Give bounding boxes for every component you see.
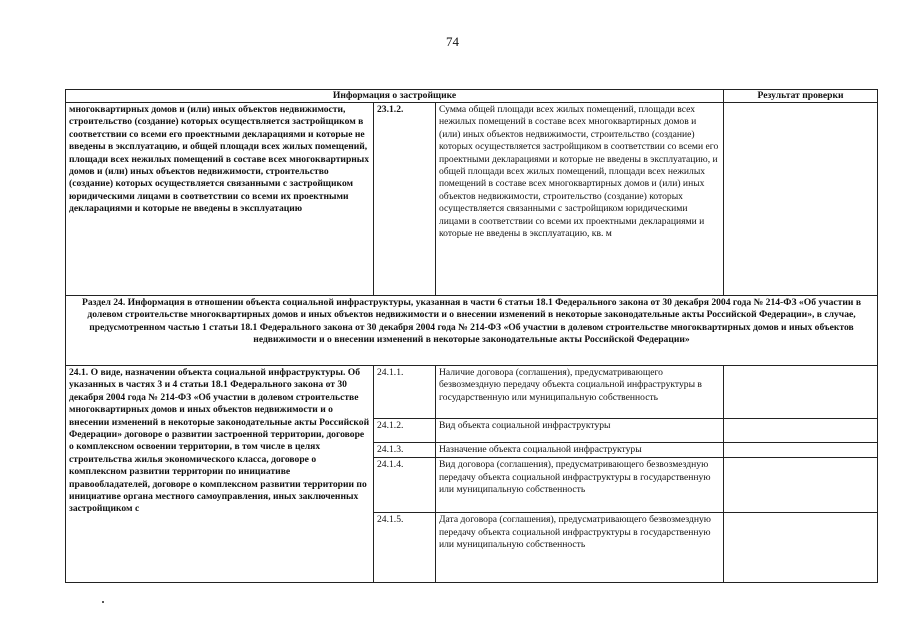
row-23-1-2-result-cell (724, 103, 878, 296)
row-24-1-5-description: Дата договора (соглашения), предусматривающего безвозмездную передачу объекта социальной инфраструктуры в государственную или муниципальную собственность (436, 513, 724, 583)
row-24-1-3-result-cell (724, 443, 878, 458)
row-24-1-3-code: 24.1.3. (374, 443, 436, 458)
row-24-1-2-code: 24.1.2. (374, 419, 436, 443)
row-24-1-4-result-cell (724, 458, 878, 513)
block-24-1-left-text: 24.1. О виде, назначении объекта социальной инфраструктуры. Об указанных в частях 3 и 4 статьи 18.1 Федерального закона от 30 декабря 2004 года № 214-ФЗ «Об участии в долевом строительстве многоквартирных домов и иных объектов недвижимости и о внесении изменений в некоторые законодательные акты Российской Федерации» договоре о развитии застроенной территории, договоре о комплексном освоении территории, в том числе в целях строительства жилья экономического класса, договоре о комплексном развитии территории по инициативе правообладателей, договоре о комплексном развитии территории по инициативе органа местного самоуправления, иных заключенных застройщиком с (66, 366, 374, 583)
table-row-23-1-2 (66, 103, 878, 296)
row-24-1-2-description: Вид объекта социальной инфраструктуры (436, 419, 724, 443)
row-24-1-3-description: Назначение объекта социальной инфраструктуры (436, 443, 724, 458)
row-24-1-1-result-cell (724, 366, 878, 419)
table-header-row (66, 90, 878, 103)
row-24-1-4-code: 24.1.4. (374, 458, 436, 513)
section-24-row (66, 296, 878, 366)
section-24-title: Раздел 24. Информация в отношении объекта социальной инфраструктуры, указанная в части 6 статьи 18.1 Федерального закона от 30 декабря 2004 года № 214-ФЗ «Об участии в долевом строительстве многоквартирных домов и иных объектов недвижимости и о внесении изменений в некоторые законодательные акты Российской Федерации», в случае, предусмотренном частью 1 статьи 18.1 Федерального закона от 30 декабря 2004 года № 214-ФЗ «Об участии в долевом строительстве многоквартирных домов и иных объектов недвижимости и о внесении изменений в некоторые законодательные акты Российской Федерации» (66, 296, 878, 366)
table-row-24-1-1 (66, 366, 878, 419)
header-result-column: Результат проверки (724, 90, 878, 103)
row-24-1-1-code: 24.1.1. (374, 366, 436, 419)
page-number: 74 (446, 34, 459, 49)
row-24-1-4-description: Вид договора (соглашения), предусматривающего безвозмездную передачу объекта социальной инфраструктуры в государственную или муниципальную собственность (436, 458, 724, 513)
row-24-1-1-description: Наличие договора (соглашения), предусматривающего безвозмездную передачу объекта социальной инфраструктуры в государственную или муниципальную собственность (436, 366, 724, 419)
row-23-1-2-description: Сумма общей площади всех жилых помещений, площади всех нежилых помещений в составе всех многоквартирных домов и (или) иных объектов недвижимости, строительство (создание) которых осуществляется застройщиком в соответствии со всеми его проектными декларациями и которые не введены в эксплуатацию, и общей площади всех жилых помещений, площади всех нежилых помещений в составе всех многоквартирных домов и (или) иных объектов недвижимости, строительство (создание) которых осуществляется связанными с застройщиком юридическими лицами в соответствии со всеми их проектными декларациями и которые не введены в эксплуатацию, кв. м (436, 103, 724, 296)
row-24-1-2-result-cell (724, 419, 878, 443)
row-24-1-5-result-cell (724, 513, 878, 583)
row-23-1-2-code: 23.1.2. (374, 103, 436, 296)
scan-mark (102, 601, 104, 603)
row-23-1-2-left-text: многоквартирных домов и (или) иных объектов недвижимости, строительство (создание) которых осуществляется застройщиком в соответствии со всеми его проектными декларациями и которые не введены в эксплуатацию, и общей площади всех жилых помещений, площади всех нежилых помещений в составе всех многоквартирных домов и (или) иных объектов недвижимости, строительство (создание) которых осуществляется связанными с застройщиком юридическими лицами в соответствии со всеми их проектными декларациями и которые не введены в эксплуатацию (66, 103, 374, 296)
checklist-table (65, 89, 878, 583)
header-info-column: Информация о застройщике (66, 90, 724, 103)
row-24-1-5-code: 24.1.5. (374, 513, 436, 583)
